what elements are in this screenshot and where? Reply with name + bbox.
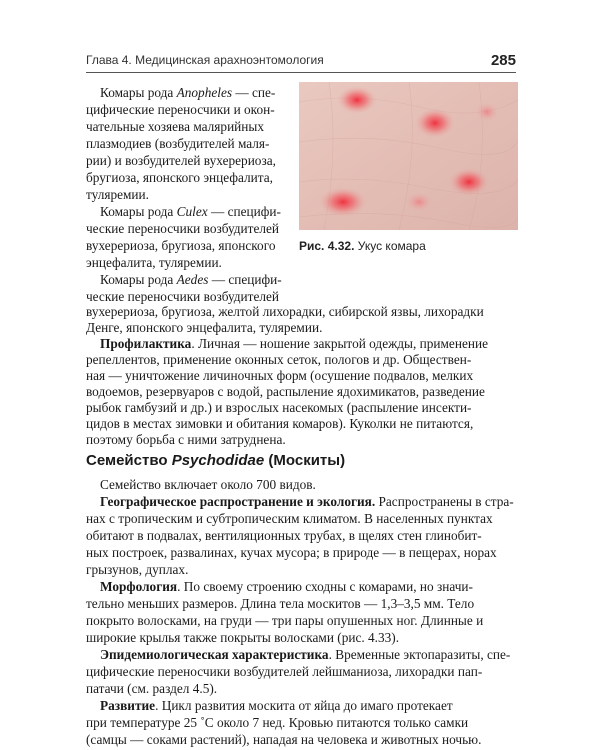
text-line: обитают в подвалах, вентиляционных трубах, в щелях стен глинобит- <box>86 528 482 543</box>
text-line: плазмодиев (возбудителей маля- <box>86 136 270 151</box>
text-line: Комары рода Aedes — специфи- <box>100 272 282 287</box>
bite-mark <box>475 102 499 122</box>
bite-mark <box>415 108 455 138</box>
bite-mark <box>405 192 433 212</box>
mosquito-bite-photo <box>299 82 518 230</box>
running-header <box>86 50 516 73</box>
chapter-title: Глава 4. Медицинская арахноэнтомология <box>86 53 324 67</box>
skin-bite-image <box>299 82 518 230</box>
page-number: 285 <box>490 52 516 69</box>
text-line: поэтому борьба с ними затруднена. <box>86 432 286 447</box>
text-line: Географическое распространение и экология. Распространены в стра- <box>100 494 514 509</box>
figure-caption-text: Укус комара <box>357 239 426 253</box>
bite-mark <box>449 168 489 196</box>
text-line: ная — уничтожение личиночных форм (осушение подвалов, мелких <box>86 368 474 383</box>
text-line: репеллентов, применение оконных сеток, пологов и др. Обществен- <box>86 352 472 367</box>
text-line: патачи (см. раздел 4.5). <box>86 681 218 696</box>
text-line: водоемов, резервуаров с водой, распыление ядохимикатов, разведение <box>86 384 485 399</box>
text-line: вухерериоза, бругиоза, японского <box>86 238 276 253</box>
text-line: Семейство включает около 700 видов. <box>100 477 316 492</box>
text-line: Профилактика. Личная — ношение закрытой одежды, применение <box>100 336 488 351</box>
text-line: Комары рода Anopheles — спе- <box>100 85 276 100</box>
text-line: нах с тропическим и субтропическим климатом. В населенных пунктах <box>86 511 493 526</box>
section-heading: Семейство Psychodidae (Москиты) <box>86 452 346 469</box>
bite-mark <box>337 86 377 114</box>
text-line: ческие переносчики возбудителей <box>86 221 280 236</box>
figure-caption <box>299 239 426 253</box>
text-line: рыбок гамбузий и др.) и взрослых насекомых (распыление инсекти- <box>86 400 472 415</box>
text-line: широкие крылья также покрыты волосками (рис. 4.33). <box>86 630 400 645</box>
text-line: цифические переносчики и окон- <box>86 102 275 117</box>
text-line: цидов в местах зимовки и обитания комаров). Куколки не питаются, <box>86 416 474 431</box>
figure-label: Рис. 4.32. <box>299 239 355 253</box>
text-line: рии) и возбудителей вухерериоза, <box>86 153 276 168</box>
text-line: Морфология. По своему строению сходны с комарами, но значи- <box>100 579 473 594</box>
text-line: вухерериоза, бругиоза, желтой лихорадки, сибирской язвы, лихорадки <box>86 304 484 319</box>
text-line: при температуре 25 ˚С около 7 нед. Кровью питаются только самки <box>86 715 469 730</box>
text-line: тельно меньших размеров. Длина тела москитов — 1,3–3,5 мм. Тело <box>86 596 475 611</box>
text-line: Комары рода Culex — специфи- <box>100 204 281 219</box>
text-line: ческие переносчики возбудителей <box>86 289 280 304</box>
text-line: Эпидемиологическая характеристика. Временные эктопаразиты, спе- <box>100 647 511 662</box>
text-line: цифические переносчики возбудителей лейшманиоза, лихорадки пап- <box>86 664 483 679</box>
text-line: Развитие. Цикл развития москита от яйца до имаго протекает <box>100 698 453 713</box>
text-line: Денге, японского энцефалита, туляремии. <box>86 320 323 335</box>
text-line: ных построек, развалинах, кучах мусора; в природе — в пещерах, норах <box>86 545 497 560</box>
bite-mark <box>319 187 367 217</box>
text-line: туляремии. <box>86 187 149 202</box>
text-line: покрыто волосками, на груди — три пары опушенных ног. Длинные и <box>86 613 484 628</box>
text-line: энцефалита, туляремии. <box>86 255 222 270</box>
text-line: грызунов, дуплах. <box>86 562 189 577</box>
text-line: чательные хозяева малярийных <box>86 119 264 134</box>
text-line: бругиоза, японского энцефалита, <box>86 170 273 185</box>
text-line: (самцы — соками растений), нападая на человека и животных ночью. <box>86 732 482 747</box>
